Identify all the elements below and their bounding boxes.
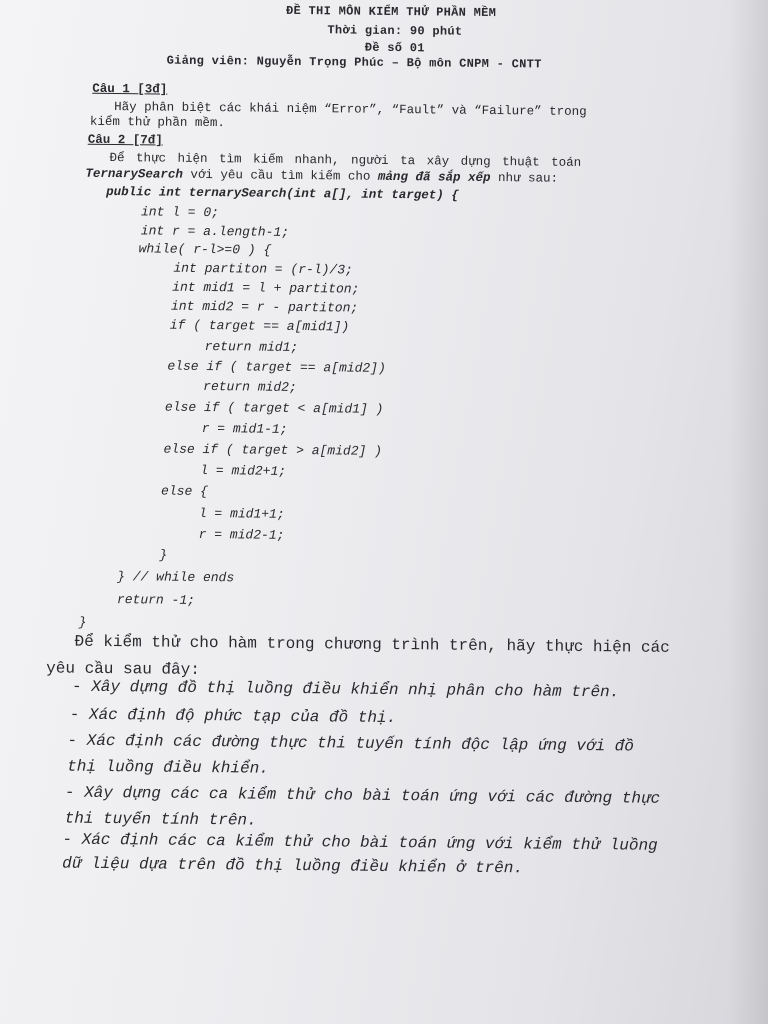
algorithm-name: TernarySearch <box>85 166 184 182</box>
exam-title: ĐỀ THI MÔN KIỂM THỬ PHẦN MỀM <box>286 3 497 21</box>
question-2-heading: Câu 2 [7đ] <box>87 132 163 148</box>
question-1-heading: Câu 1 [3đ] <box>92 81 168 97</box>
code-line: return -1; <box>116 592 196 608</box>
task-item: - Xác định độ phức tạp của đồ thị. <box>69 705 397 728</box>
code-line: } // while ends <box>117 569 235 586</box>
code-line: l = mid1+1; <box>198 505 285 522</box>
task-item: dữ liệu dựa trên đồ thị luồng điều khiển ở trên. <box>62 854 524 878</box>
intro-text-a: với yêu cầu tìm kiếm cho <box>182 167 379 184</box>
function-signature: public int ternarySearch(int a[], int target) { <box>106 184 459 203</box>
exam-time: Thời gian: 90 phút <box>327 23 463 39</box>
tasks-intro-line-1: Để kiểm thử cho hàm trong chương trình trên, hãy thực hiện các <box>74 632 670 657</box>
code-line: else if ( target == a[mid2]) <box>167 358 386 376</box>
task-item: thi tuyến tính trên. <box>64 809 257 830</box>
question-2-intro-line-1: Để thực hiện tìm kiếm nhanh, người ta xây dựng thuật toán <box>109 150 582 170</box>
exam-lecturer: Giảng viên: Nguyễn Trọng Phúc – Bộ môn CNPM - CNTT <box>166 53 542 72</box>
question-1-line-2: kiểm thử phần mềm. <box>89 114 226 131</box>
code-line: l = mid2+1; <box>200 462 287 479</box>
question-2-intro-line-2 <box>85 167 558 186</box>
code-line: r = mid1-1; <box>201 420 288 437</box>
code-line: int r = a.length-1; <box>140 223 290 240</box>
code-line: r = mid2-1; <box>198 526 285 543</box>
task-item: thị luồng điều khiển. <box>67 757 269 778</box>
code-line: int mid1 = l + partiton; <box>172 279 360 297</box>
question-1-line-1: Hãy phân biệt các khái niệm “Error”, “Fault” và “Failure” trong <box>114 100 587 119</box>
task-item: - Xây dựng các ca kiểm thử cho bài toán ứng với các đường thực <box>64 783 661 808</box>
code-line: return mid2; <box>203 378 297 395</box>
task-item: - Xây dựng đồ thị luồng điều khiển nhị phân cho hàm trên. <box>71 677 620 702</box>
exam-number: Đề số 01 <box>364 40 425 56</box>
tasks-intro-line-2: yêu cầu sau đây: <box>46 659 200 679</box>
code-line: else { <box>161 483 208 500</box>
code-line: int mid2 = r - partiton; <box>170 298 359 316</box>
task-item: - Xác định các đường thực thi tuyến tính độc lập ứng với đồ <box>67 731 635 756</box>
task-item: - Xác định các ca kiểm thử cho bài toán ứng với kiểm thử luồng <box>62 830 658 855</box>
code-line: int l = 0; <box>140 204 220 221</box>
code-line: int partiton = (r-l)/3; <box>173 260 353 278</box>
code-line: } <box>159 547 168 563</box>
code-line: else if ( target < a[mid1] ) <box>164 399 384 417</box>
code-line: while( r-l>=0 ) { <box>138 241 272 258</box>
code-line: if ( target == a[mid1]) <box>169 317 350 335</box>
code-line: else if ( target > a[mid2] ) <box>163 441 383 459</box>
code-line: } <box>78 614 87 630</box>
code-line: return mid1; <box>204 338 299 355</box>
intro-text-b: như sau: <box>490 170 559 186</box>
sorted-array-emphasis: mảng đã sắp xếp <box>377 169 491 185</box>
